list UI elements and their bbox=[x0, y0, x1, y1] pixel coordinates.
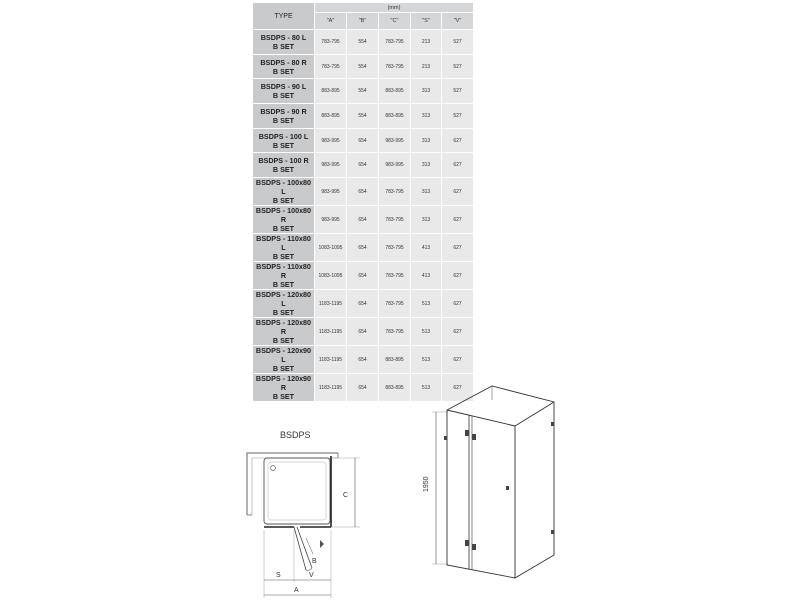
type-cell bbox=[253, 104, 315, 129]
b-arrow bbox=[320, 540, 324, 548]
value-a: 883-895 bbox=[315, 79, 347, 104]
table-row bbox=[253, 79, 474, 104]
enclosure-outline bbox=[447, 386, 554, 578]
value-s: 313 bbox=[411, 178, 442, 206]
type-header: TYPE bbox=[253, 3, 315, 30]
value-v: 627 bbox=[442, 153, 474, 178]
value-v: 627 bbox=[442, 128, 474, 153]
value-s: 313 bbox=[411, 206, 442, 234]
table-row bbox=[253, 234, 474, 262]
value-b: 654 bbox=[347, 290, 379, 318]
value-b: 554 bbox=[347, 104, 379, 129]
value-s: 313 bbox=[411, 128, 442, 153]
type-cell bbox=[253, 318, 315, 346]
hinge-top-icon bbox=[465, 430, 469, 436]
table-body bbox=[253, 30, 474, 402]
type-line2: B SET bbox=[272, 224, 295, 234]
wall-bracket-top-icon bbox=[551, 422, 554, 426]
type-line2: B SET bbox=[272, 308, 295, 318]
height-label: 1950 bbox=[423, 476, 430, 492]
value-c: 783-795 bbox=[379, 290, 411, 318]
door-swing-2 bbox=[297, 527, 312, 568]
type-line1: BSDPS - 120x80 R bbox=[255, 318, 312, 337]
value-s: 513 bbox=[411, 318, 442, 346]
type-cell bbox=[253, 178, 315, 206]
type-line1: BSDPS - 100x80 R bbox=[255, 206, 312, 225]
type-line1: BSDPS - 80 L bbox=[260, 32, 307, 42]
value-v: 527 bbox=[442, 30, 474, 55]
type-line2: B SET bbox=[272, 280, 295, 290]
value-a: 983-995 bbox=[315, 178, 347, 206]
elevation-drawing bbox=[420, 380, 570, 580]
value-c: 783-795 bbox=[379, 262, 411, 290]
type-line1: BSDPS - 80 R bbox=[260, 57, 307, 67]
label-v: V bbox=[309, 572, 314, 579]
value-a: 983-995 bbox=[315, 128, 347, 153]
value-b: 654 bbox=[347, 318, 379, 346]
top-front-edge bbox=[447, 410, 515, 426]
type-line1: BSDPS - 100 R bbox=[258, 156, 309, 166]
type-cell bbox=[253, 54, 315, 79]
value-b: 654 bbox=[347, 153, 379, 178]
type-cell bbox=[253, 153, 315, 178]
value-b: 654 bbox=[347, 234, 379, 262]
value-s: 313 bbox=[411, 79, 442, 104]
type-cell bbox=[253, 262, 315, 290]
type-cell bbox=[253, 79, 315, 104]
type-line2: B SET bbox=[272, 252, 295, 262]
value-v: 627 bbox=[442, 290, 474, 318]
door-hinge-bottom-icon bbox=[472, 544, 476, 550]
value-b: 654 bbox=[347, 374, 379, 402]
value-v: 627 bbox=[442, 346, 474, 374]
value-c: 883-895 bbox=[379, 374, 411, 402]
header-v: "V" bbox=[442, 13, 474, 30]
type-cell bbox=[253, 290, 315, 318]
value-v: 627 bbox=[442, 178, 474, 206]
door-hinge-top-icon bbox=[472, 434, 476, 440]
type-line1: BSDPS - 90 L bbox=[260, 82, 307, 92]
table-row bbox=[253, 54, 474, 79]
value-a: 783-795 bbox=[315, 54, 347, 79]
type-line2: B SET bbox=[272, 41, 295, 51]
type-line1: BSDPS - 120x90 L bbox=[255, 346, 312, 365]
value-s: 313 bbox=[411, 153, 442, 178]
value-c: 983-995 bbox=[379, 153, 411, 178]
drain-icon bbox=[271, 466, 276, 471]
value-b: 654 bbox=[347, 346, 379, 374]
value-v: 627 bbox=[442, 318, 474, 346]
type-line1: BSDPS - 110x80 L bbox=[256, 234, 311, 253]
type-cell bbox=[253, 346, 315, 374]
value-a: 783-795 bbox=[315, 30, 347, 55]
value-s: 213 bbox=[411, 54, 442, 79]
dimensions-table bbox=[252, 2, 474, 402]
type-line1: BSDPS - 90 R bbox=[260, 106, 307, 116]
value-v: 627 bbox=[442, 206, 474, 234]
value-c: 783-795 bbox=[379, 178, 411, 206]
wall-bracket-bottom-icon bbox=[551, 530, 554, 534]
value-a: 1183-1195 bbox=[315, 318, 347, 346]
table-row bbox=[253, 128, 474, 153]
type-cell bbox=[253, 374, 315, 402]
value-v: 627 bbox=[442, 262, 474, 290]
shower-tray bbox=[264, 458, 330, 524]
unit-header: (mm) bbox=[315, 3, 474, 13]
value-v: 527 bbox=[442, 104, 474, 129]
value-c: 783-795 bbox=[379, 234, 411, 262]
value-c: 783-795 bbox=[379, 54, 411, 79]
table-row bbox=[253, 346, 474, 374]
type-line2: B SET bbox=[272, 196, 295, 206]
value-a: 1183-1195 bbox=[315, 374, 347, 402]
table-row bbox=[253, 318, 474, 346]
value-c: 883-895 bbox=[379, 346, 411, 374]
type-line2: B SET bbox=[272, 115, 295, 125]
table-row bbox=[253, 153, 474, 178]
value-a: 1183-1195 bbox=[315, 346, 347, 374]
type-line1: BSDPS - 110x80 R bbox=[256, 262, 311, 281]
value-b: 654 bbox=[347, 206, 379, 234]
value-b: 654 bbox=[347, 262, 379, 290]
value-c: 983-995 bbox=[379, 128, 411, 153]
table-row bbox=[253, 262, 474, 290]
type-line1: BSDPS - 100 L bbox=[258, 131, 309, 141]
type-line2: B SET bbox=[272, 336, 295, 346]
value-v: 527 bbox=[442, 79, 474, 104]
label-s: S bbox=[276, 572, 281, 579]
type-cell bbox=[253, 206, 315, 234]
type-line1: BSDPS - 100x80 L bbox=[255, 178, 312, 197]
value-b: 554 bbox=[347, 54, 379, 79]
table-row bbox=[253, 290, 474, 318]
value-b: 554 bbox=[347, 79, 379, 104]
hinge-bottom-icon bbox=[465, 540, 469, 546]
type-line2: B SET bbox=[272, 66, 295, 76]
value-v: 527 bbox=[442, 54, 474, 79]
value-s: 313 bbox=[411, 104, 442, 129]
value-s: 513 bbox=[411, 374, 442, 402]
type-line2: B SET bbox=[272, 91, 295, 101]
type-line2: B SET bbox=[272, 364, 295, 374]
plan-view-drawing bbox=[240, 420, 400, 600]
value-v: 627 bbox=[442, 374, 474, 402]
door-swing-1 bbox=[294, 527, 306, 570]
table-row bbox=[253, 206, 474, 234]
value-c: 783-795 bbox=[379, 30, 411, 55]
type-cell bbox=[253, 128, 315, 153]
type-cell bbox=[253, 234, 315, 262]
value-a: 1083-1095 bbox=[315, 234, 347, 262]
value-b: 654 bbox=[347, 178, 379, 206]
table-row bbox=[253, 178, 474, 206]
value-b: 554 bbox=[347, 30, 379, 55]
type-line1: BSDPS - 120x80 L bbox=[255, 290, 312, 309]
wall-bracket-left-icon bbox=[444, 436, 447, 440]
value-a: 983-995 bbox=[315, 153, 347, 178]
wall-inner bbox=[252, 458, 338, 515]
value-c: 783-795 bbox=[379, 206, 411, 234]
label-a: A bbox=[294, 587, 299, 594]
label-b: B bbox=[312, 558, 317, 565]
top-side-edge bbox=[515, 402, 554, 426]
value-b: 654 bbox=[347, 128, 379, 153]
b-leader bbox=[306, 538, 313, 554]
type-cell bbox=[253, 30, 315, 55]
value-s: 513 bbox=[411, 290, 442, 318]
value-c: 883-895 bbox=[379, 104, 411, 129]
type-line2: B SET bbox=[272, 392, 295, 402]
header-s: "S" bbox=[411, 13, 442, 30]
value-s: 513 bbox=[411, 346, 442, 374]
type-line2: B SET bbox=[272, 140, 295, 150]
plan-title: BSDPS bbox=[280, 430, 311, 440]
label-c: C bbox=[343, 492, 349, 499]
value-a: 1083-1095 bbox=[315, 262, 347, 290]
value-a: 883-895 bbox=[315, 104, 347, 129]
type-line1: BSDPS - 120x90 R bbox=[255, 374, 312, 393]
value-c: 783-795 bbox=[379, 318, 411, 346]
type-line2: B SET bbox=[272, 165, 295, 175]
table-row bbox=[253, 104, 474, 129]
header-b: "B" bbox=[347, 13, 379, 30]
value-a: 983-995 bbox=[315, 206, 347, 234]
header-a: "A" bbox=[315, 13, 347, 30]
table-row bbox=[253, 30, 474, 55]
door-handle-icon bbox=[506, 486, 509, 490]
shower-tray-inner bbox=[268, 462, 326, 520]
value-s: 413 bbox=[411, 234, 442, 262]
value-a: 1183-1195 bbox=[315, 290, 347, 318]
value-c: 883-895 bbox=[379, 79, 411, 104]
value-s: 213 bbox=[411, 30, 442, 55]
value-s: 413 bbox=[411, 262, 442, 290]
value-v: 627 bbox=[442, 234, 474, 262]
header-c: "C" bbox=[379, 13, 411, 30]
door-swing-arc bbox=[306, 568, 312, 570]
